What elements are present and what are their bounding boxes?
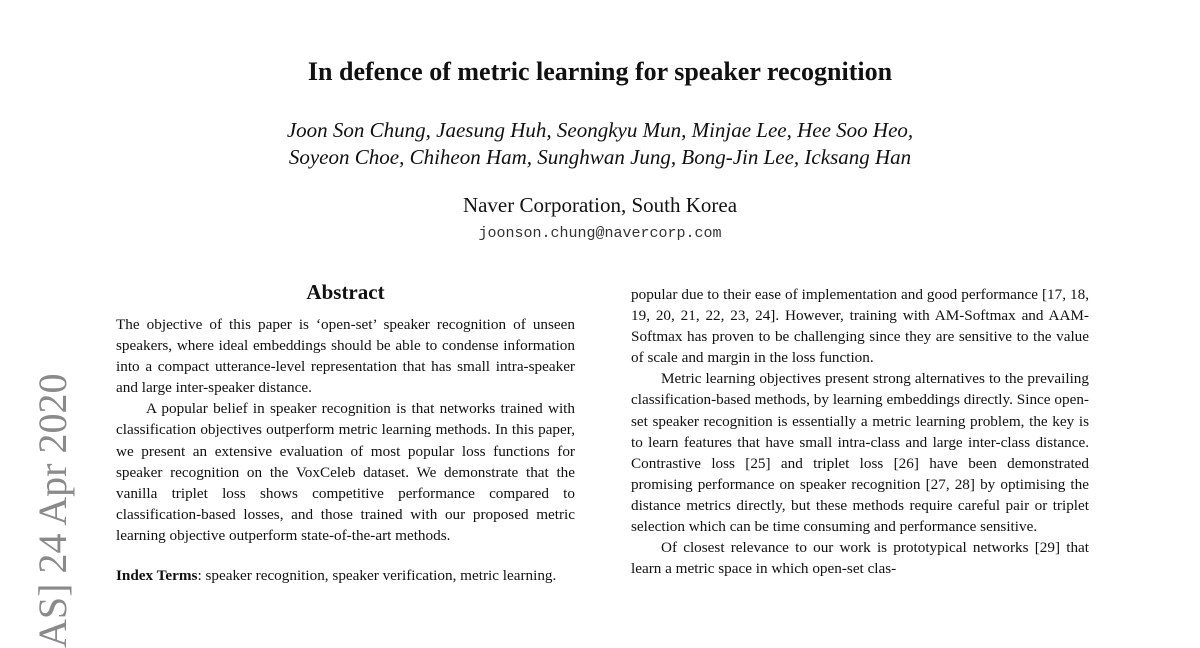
abstract-heading: Abstract [306, 280, 385, 304]
intro-paragraph-2: Metric learning objectives present strong alternatives to the prevailing classification-based methods, by learning embeddings directly. Since open-set speaker recognition is essentially a metric learning problem, the key is to learn features that have small intra-class and large inter-class distance. Contrastive loss [25] and triplet loss [26] have been demonstrated promising performance on speaker recognition [27, 28] by optimising the distance metrics directly, but these methods require careful pair or triplet selection which can be time consuming and performance sensitive. [631, 370, 1089, 536]
author-line-2: Soyeon Choe, Chiheon Ham, Sunghwan Jung, Bong-Jin Lee, Icksang Han [288, 145, 912, 169]
intro-paragraph-1: popular due to their ease of implementation and good performance [17, 18, 19, 20, 21, 22, 23, 24]. However, training with AM-Softmax and AAM-Softmax has proven to be challenging since they are sensitive to the value of scale and margin in the loss function. [631, 286, 1089, 367]
left-column [116, 278, 575, 586]
index-terms [116, 565, 575, 586]
affiliation: Naver Corporation, South Korea [462, 193, 738, 217]
index-terms-text: : speaker recognition, speaker verification, metric learning. [197, 567, 557, 585]
right-column [631, 284, 1089, 579]
index-terms-label: Index Terms [116, 567, 198, 585]
paper-title: In defence of metric learning for speaker recognition [307, 57, 893, 86]
intro-paragraph-3: Of closest relevance to our work is prototypical networks [29] that learn a metric space in which open-set clas- [631, 539, 1089, 578]
abstract-paragraph-2: A popular belief in speaker recognition is that networks trained with classification objectives outperform metric learning methods. In this paper, we present an extensive evaluation of most popular loss functions for speaker recognition on the VoxCeleb dataset. We demonstrate that the vanilla triplet loss shows competitive performance compared to classification-based losses, and those trained with our proposed metric learning objective outperform state-of-the-art methods. [116, 400, 575, 544]
author-line-1: Joon Son Chung, Jaesung Huh, Seongkyu Mun, Minjae Lee, Hee Soo Heo, [286, 118, 914, 142]
author-list [0, 117, 1200, 171]
abstract-paragraph-1: The objective of this paper is ‘open-set’ speaker recognition of unseen speakers, where ideal embeddings should be able to condense information into a compact utterance-level representation that has small intra-speaker and large inter-speaker distance. [116, 316, 575, 397]
arxiv-sidebar-stamp: AS] 24 Apr 2020 [30, 373, 75, 648]
author-email: joonson.chung@navercorp.com [478, 225, 722, 242]
